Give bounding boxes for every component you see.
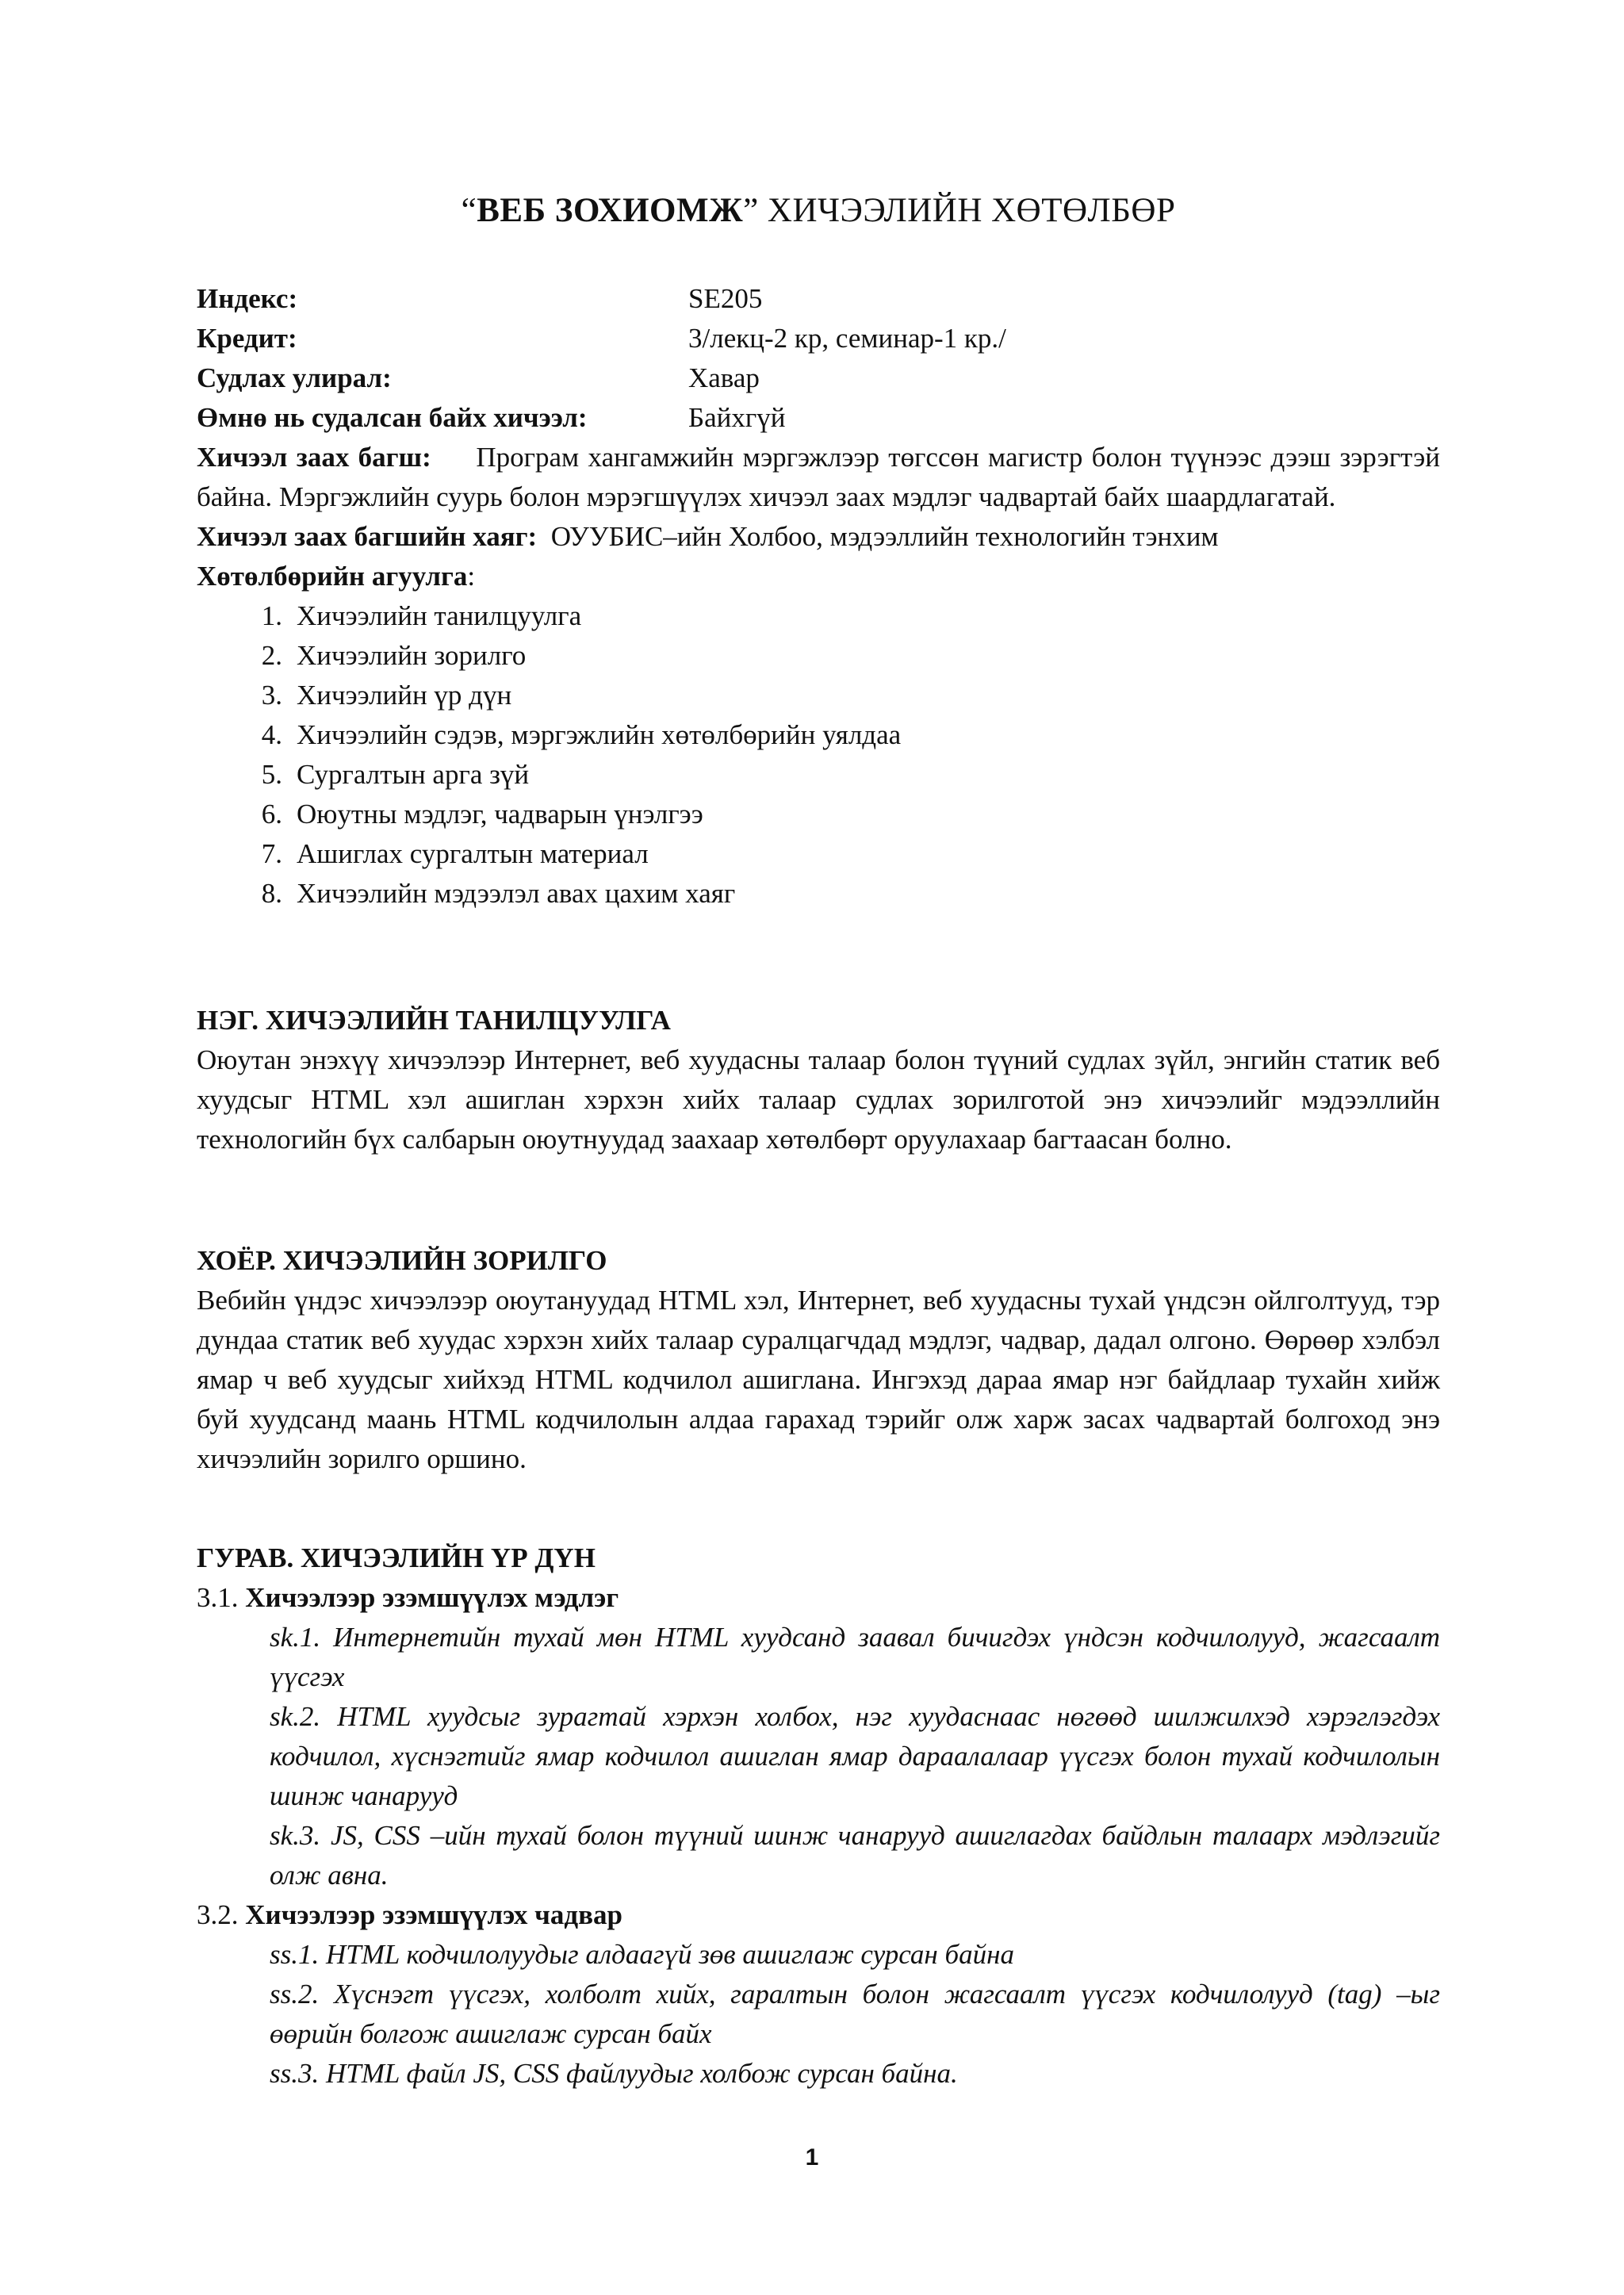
list-item-text: Хичээлийн зорилго [297, 640, 527, 671]
info-label: Өмнө нь судалсан байх хичээл: [197, 402, 588, 433]
section-goal [197, 1241, 1440, 1479]
contents-label: Хөтөлбөрийн агуулга [197, 561, 468, 592]
subsection-knowledge-heading [197, 1578, 1440, 1618]
outcome-item: ss.1. HTML кодчилолуудыг алдаагүй зөв ашиглаж сурсан байна [270, 1939, 1015, 1970]
list-item-number: 2. [261, 640, 282, 671]
title-rest: ” ХИЧЭЭЛИЙН ХӨТӨЛБӨР [743, 192, 1176, 229]
teacher-label: Хичээл заах багш: [197, 442, 431, 473]
title-open-quote: “ [461, 192, 477, 229]
title-bold-part: ВЕБ ЗОХИОМЖ [477, 192, 744, 229]
contents-colon: : [467, 561, 476, 592]
list-item-number: 6. [261, 799, 282, 829]
list-item-number: 8. [261, 878, 282, 909]
info-row-index [197, 279, 1440, 319]
list-item [197, 834, 1440, 874]
list-item-text: Сургалтын арга зүй [297, 759, 530, 790]
info-row-semester [197, 358, 1440, 398]
page-number: 1 [805, 2144, 819, 2170]
info-row-prerequisite [197, 398, 1440, 438]
info-value: Байхгүй [688, 402, 786, 433]
section-introduction [197, 1001, 1440, 1159]
list-item [197, 715, 1440, 755]
list-item-number: 7. [261, 838, 282, 869]
subsection-number: 3.1. [197, 1582, 239, 1613]
course-info [197, 279, 1440, 914]
teacher-text: Програм хангамжийн мэргэжлээр төгссөн магистр болон түүнээс дээш зэрэгтэй байна. Мэргэжлийн суурь болон мэрэгшүүлэх хичээл заах мэдлэг чадвартай байх шаардлагатай. [197, 442, 1440, 512]
address-label: Хичээл заах багшийн хаяг: [197, 521, 538, 552]
list-item-text: Хичээлийн сэдэв, мэргэжлийн хөтөлбөрийн уялдаа [297, 719, 902, 750]
list-item-text: Хичээлийн үр дүн [297, 680, 512, 711]
section-heading: ХОЁР. ХИЧЭЭЛИЙН ЗОРИЛГО [197, 1245, 607, 1276]
list-item-number: 4. [261, 719, 282, 750]
info-label: Кредит: [197, 323, 297, 354]
list-item [197, 596, 1440, 636]
section-heading: НЭГ. ХИЧЭЭЛИЙН ТАНИЛЦУУЛГА [197, 1005, 671, 1036]
info-row-credit [197, 319, 1440, 358]
section-paragraph: Вебийн үндэс хичээлээр оюутануудад HTML хэл, Интернет, веб хуудасны тухай үндсэн ойлголтууд, тэр дундаа статик веб хуудас хэрхэн хийх талаар суралцагчдад мэдлэг, чадвар, дадал олгоно. Өөрөөр хэлбэл ямар ч веб хуудсыг хийхэд HTML кодчилол ашиглана. Ингэхэд дараа ямар нэг байдлаар тухайн хийж буй хуудсанд маань HTML кодчилолын алдаа гарахад тэрийг олж харж засах чадвартай болгоход энэ хичээлийн зорилго оршино. [197, 1285, 1440, 1474]
section-heading: ГУРАВ. ХИЧЭЭЛИЙН ҮР ДҮН [197, 1542, 596, 1573]
outcome-item: ss.2. Хүснэгт үүсгэх, холболт хийх, гаралтын болон жагсаалт үүсгэх кодчилолууд (tag) –ыг өөрийн болгож ашиглаж сурсан байх [270, 1979, 1440, 2049]
document-title [197, 187, 1440, 235]
list-item-text: Ашиглах сургалтын материал [297, 838, 649, 869]
subsection-title: Хичээлээр эзэмшүүлэх чадвар [245, 1899, 622, 1930]
info-value: SE205 [688, 283, 763, 314]
subsection-skills-heading [197, 1895, 1440, 1935]
contents-list [197, 596, 1440, 914]
list-item-text: Хичээлийн мэдээлэл авах цахим хаяг [297, 878, 736, 909]
info-value: Хавар [688, 362, 760, 393]
list-item-text: Хичээлийн танилцуулга [297, 600, 582, 631]
outcome-item: sk.1. Интернетийн тухай мөн HTML хуудсанд заавал бичигдэх үндсэн кодчилолууд, жагсаалт үүсгэх [270, 1622, 1440, 1692]
list-item-number: 3. [261, 680, 282, 711]
list-item-number: 5. [261, 759, 282, 790]
outcome-item: sk.2. HTML хуудсыг зурагтай хэрхэн холбох, нэг хуудаснаас нөгөөд шилжилхэд хэрэглэгдэх кодчилол, хүснэгтийг ямар кодчилол ашиглан ямар дараалалаар үүсгэх болон тухай кодчилолын шинж чанарууд [270, 1701, 1440, 1811]
list-item-text: Оюутны мэдлэг, чадварын үнэлгээ [297, 799, 703, 829]
list-item [197, 874, 1440, 914]
teacher-paragraph [197, 438, 1440, 517]
section-outcomes [197, 1538, 1440, 2094]
outcome-item: ss.3. HTML файл JS, CSS файлуудыг холбож сурсан байна. [270, 2058, 958, 2089]
list-item [197, 676, 1440, 715]
address-text: ОУУБИС–ийн Холбоо, мэдээллийн технологийн тэнхим [550, 521, 1219, 552]
list-item [197, 795, 1440, 834]
info-label: Индекс: [197, 283, 298, 314]
section-paragraph: Оюутан энэхүү хичээлээр Интернет, веб хуудасны талаар болон түүний судлах зүйл, энгийн статик веб хуудсыг HTML хэл ашиглан хэрхэн хийх талаар судлах зорилготой энэ хичээлийг мэдээллийн технологийн бүх салбарын оюутнуудад заахаар хөтөлбөрт оруулахаар багтаасан болно. [197, 1044, 1440, 1155]
list-item [197, 636, 1440, 676]
list-item [197, 755, 1440, 795]
subsection-title: Хичээлээр эзэмшүүлэх мэдлэг [245, 1582, 619, 1613]
outcome-item: sk.3. JS, CSS –ийн тухай болон түүний шинж чанарууд ашиглагдах байдлын талаарх мэдлэгийг олж авна. [270, 1820, 1440, 1891]
info-value: 3/лекц-2 кр, семинар-1 кр./ [688, 323, 1006, 354]
info-label: Судлах улирал: [197, 362, 392, 393]
contents-heading [197, 557, 1440, 596]
address-paragraph [197, 517, 1440, 557]
subsection-number: 3.2. [197, 1899, 239, 1930]
list-item-number: 1. [261, 600, 282, 631]
